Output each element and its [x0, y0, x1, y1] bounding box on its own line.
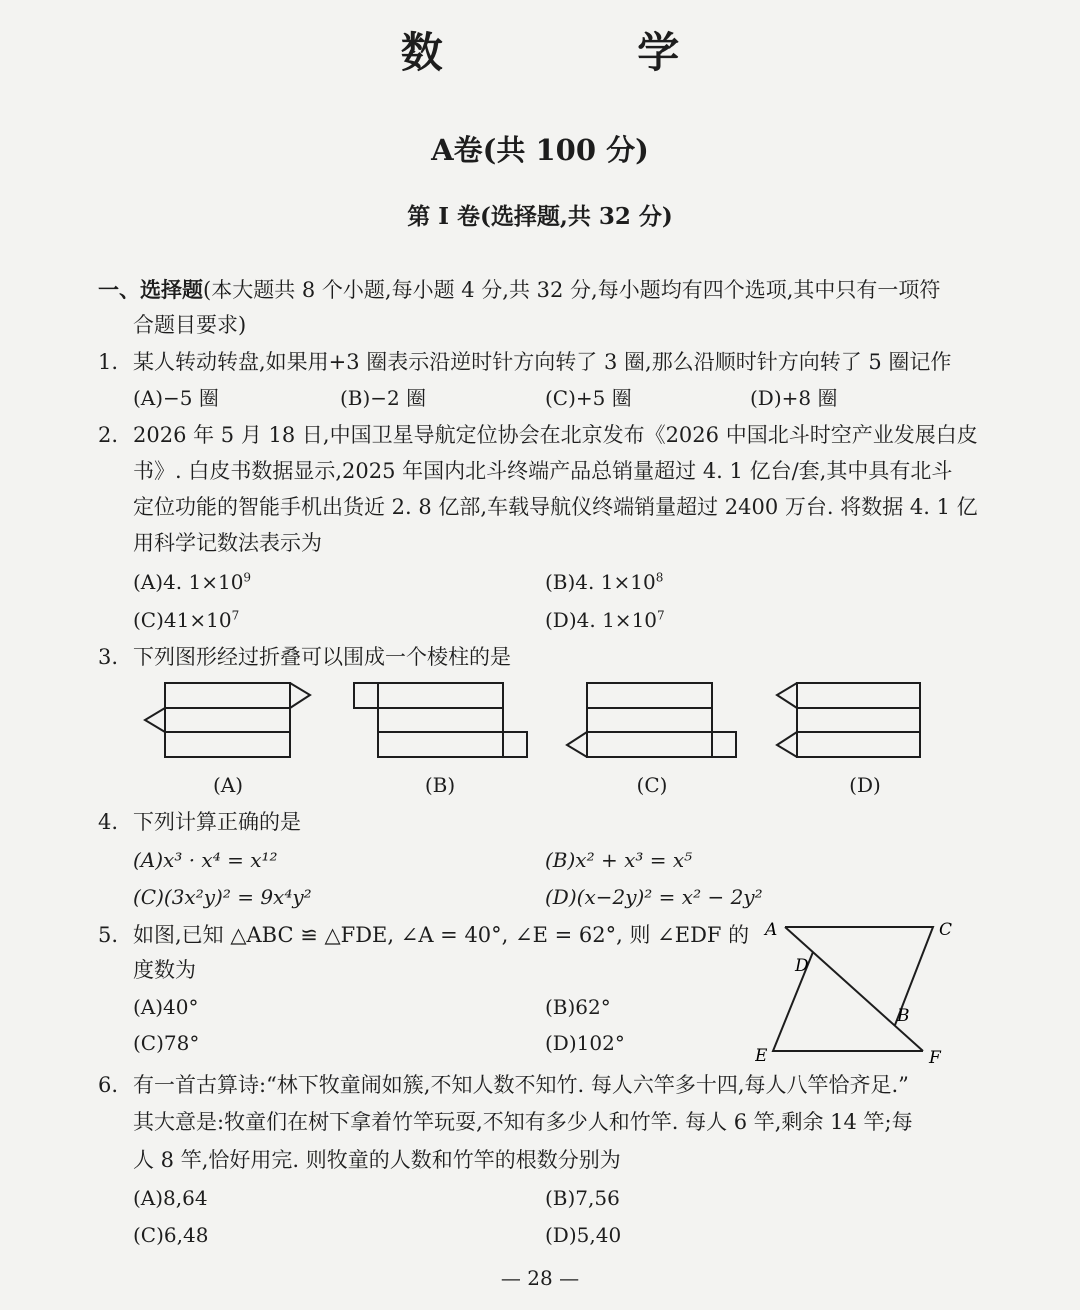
q2-number: 2. [98, 423, 119, 447]
q2-line-1: 2026 年 5 月 18 日,中国卫星导航定位协会在北京发布《2026 中国北斗时空产业发展白皮 [133, 423, 978, 447]
q2-line-3: 定位功能的智能手机出货近 2. 8 亿部,车载导航仪终端销量超过 2400 万台. 将数据 4. 1 亿 [133, 495, 978, 519]
q1-option-c: (C)+5 圈 [545, 386, 632, 410]
q6-option-d: (D)5,40 [545, 1223, 622, 1247]
q4-text: 下列计算正确的是 [133, 810, 301, 834]
part-a-heading: A卷(共 100 分) [431, 133, 649, 167]
q2-option-b [545, 567, 663, 597]
q5-option-c: (C)78° [133, 1031, 200, 1055]
q6-option-a: (A)8,64 [133, 1186, 208, 1210]
part-1-heading: 第 I 卷(选择题,共 32 分) [407, 203, 673, 230]
q2-d-exp: 7 [657, 608, 665, 623]
q5-line-1: 如图,已知 △ABC ≌ △FDE, ∠A = 40°, ∠E = 62°, 则 ∠EDF 的 [133, 923, 750, 947]
q6-option-b: (B)7,56 [545, 1186, 620, 1210]
q5-number: 5. [98, 923, 119, 947]
section-desc-1: (本大题共 8 个小题,每小题 4 分,共 32 分,每小题均有四个选项,其中只有一项符 [203, 278, 941, 302]
q2-a-exp: 9 [243, 570, 252, 585]
label-d: D [795, 956, 809, 976]
section-instructions [98, 275, 940, 305]
label-e: E [755, 1046, 768, 1066]
q2-c-exp: 7 [231, 608, 240, 623]
q2-line-4: 用科学记数法表示为 [133, 531, 322, 555]
q1-number: 1. [98, 350, 119, 374]
q3-figure-d [777, 683, 920, 757]
label-f: F [929, 1048, 941, 1068]
q2-d-base: (D)4. 1×10 [545, 608, 658, 632]
q2-option-d [545, 605, 665, 635]
q1-text: 某人转动转盘,如果用+3 圈表示沿逆时针方向转了 3 圈,那么沿顺时针方向转了 5 圈记作 [133, 350, 952, 374]
section-head: 一、选择题 [98, 277, 203, 302]
q6-line-1: 有一首古算诗:“林下牧童闹如簇,不知人数不知竹. 每人六竿多十四,每人八竿恰齐足.” [133, 1073, 909, 1097]
q2-c-base: (C)41×10 [133, 608, 232, 632]
q3-figure-b [354, 683, 527, 757]
q3-label-c: (C) [636, 773, 668, 797]
page-number: — 28 — [500, 1266, 580, 1290]
q4-option-a: (A)x³ · x⁴ = x¹² [133, 848, 278, 872]
q3-figure-c [567, 683, 736, 757]
q1-option-d: (D)+8 圈 [750, 386, 838, 410]
q5-triangle-figure [755, 915, 965, 1070]
q3-text: 下列图形经过折叠可以围成一个棱柱的是 [133, 645, 511, 669]
q4-number: 4. [98, 810, 119, 834]
q5-option-a: (A)40° [133, 995, 199, 1019]
q3-label-a: (A) [212, 773, 244, 797]
q5-line-2: 度数为 [133, 958, 196, 982]
q2-option-c [133, 605, 239, 635]
q3-figure-a [145, 683, 310, 757]
q4-option-d: (D)(x−2y)² = x² − 2y² [545, 885, 763, 909]
q3-number: 3. [98, 645, 119, 669]
q1-option-b: (B)−2 圈 [340, 386, 427, 410]
label-b: B [897, 1006, 910, 1026]
segment-af [785, 927, 923, 1051]
label-c: C [939, 920, 953, 940]
q2-line-2: 书》. 白皮书数据显示,2025 年国内北斗终端产品总销量超过 4. 1 亿台/套,其中具有北斗 [133, 459, 953, 483]
q2-b-exp: 8 [655, 570, 664, 585]
triangle-abc [785, 927, 933, 1025]
q1-option-a: (A)−5 圈 [133, 386, 219, 410]
q6-line-3: 人 8 竿,恰好用完. 则牧童的人数和竹竿的根数分别为 [133, 1148, 621, 1172]
q3-figures [130, 675, 950, 770]
label-a: A [765, 920, 778, 940]
q2-b-base: (B)4. 1×10 [545, 570, 656, 594]
q2-option-a [133, 567, 251, 597]
q6-line-2: 其大意是:牧童们在树下拿着竹竿玩耍,不知有多少人和竹竿. 每人 6 竿,剩余 14 竿;每 [133, 1110, 913, 1134]
page-title: 数 学 [400, 28, 770, 77]
q4-option-c: (C)(3x²y)² = 9x⁴y² [133, 885, 312, 909]
q2-a-base: (A)4. 1×10 [133, 570, 244, 594]
q4-option-b: (B)x² + x³ = x⁵ [545, 848, 693, 872]
q3-label-d: (D) [849, 773, 881, 797]
q3-label-b: (B) [424, 773, 456, 797]
q5-option-b: (B)62° [545, 995, 611, 1019]
q5-option-d: (D)102° [545, 1031, 625, 1055]
q6-option-c: (C)6,48 [133, 1223, 209, 1247]
q6-number: 6. [98, 1073, 119, 1097]
section-desc-2: 合题目要求) [133, 313, 247, 337]
